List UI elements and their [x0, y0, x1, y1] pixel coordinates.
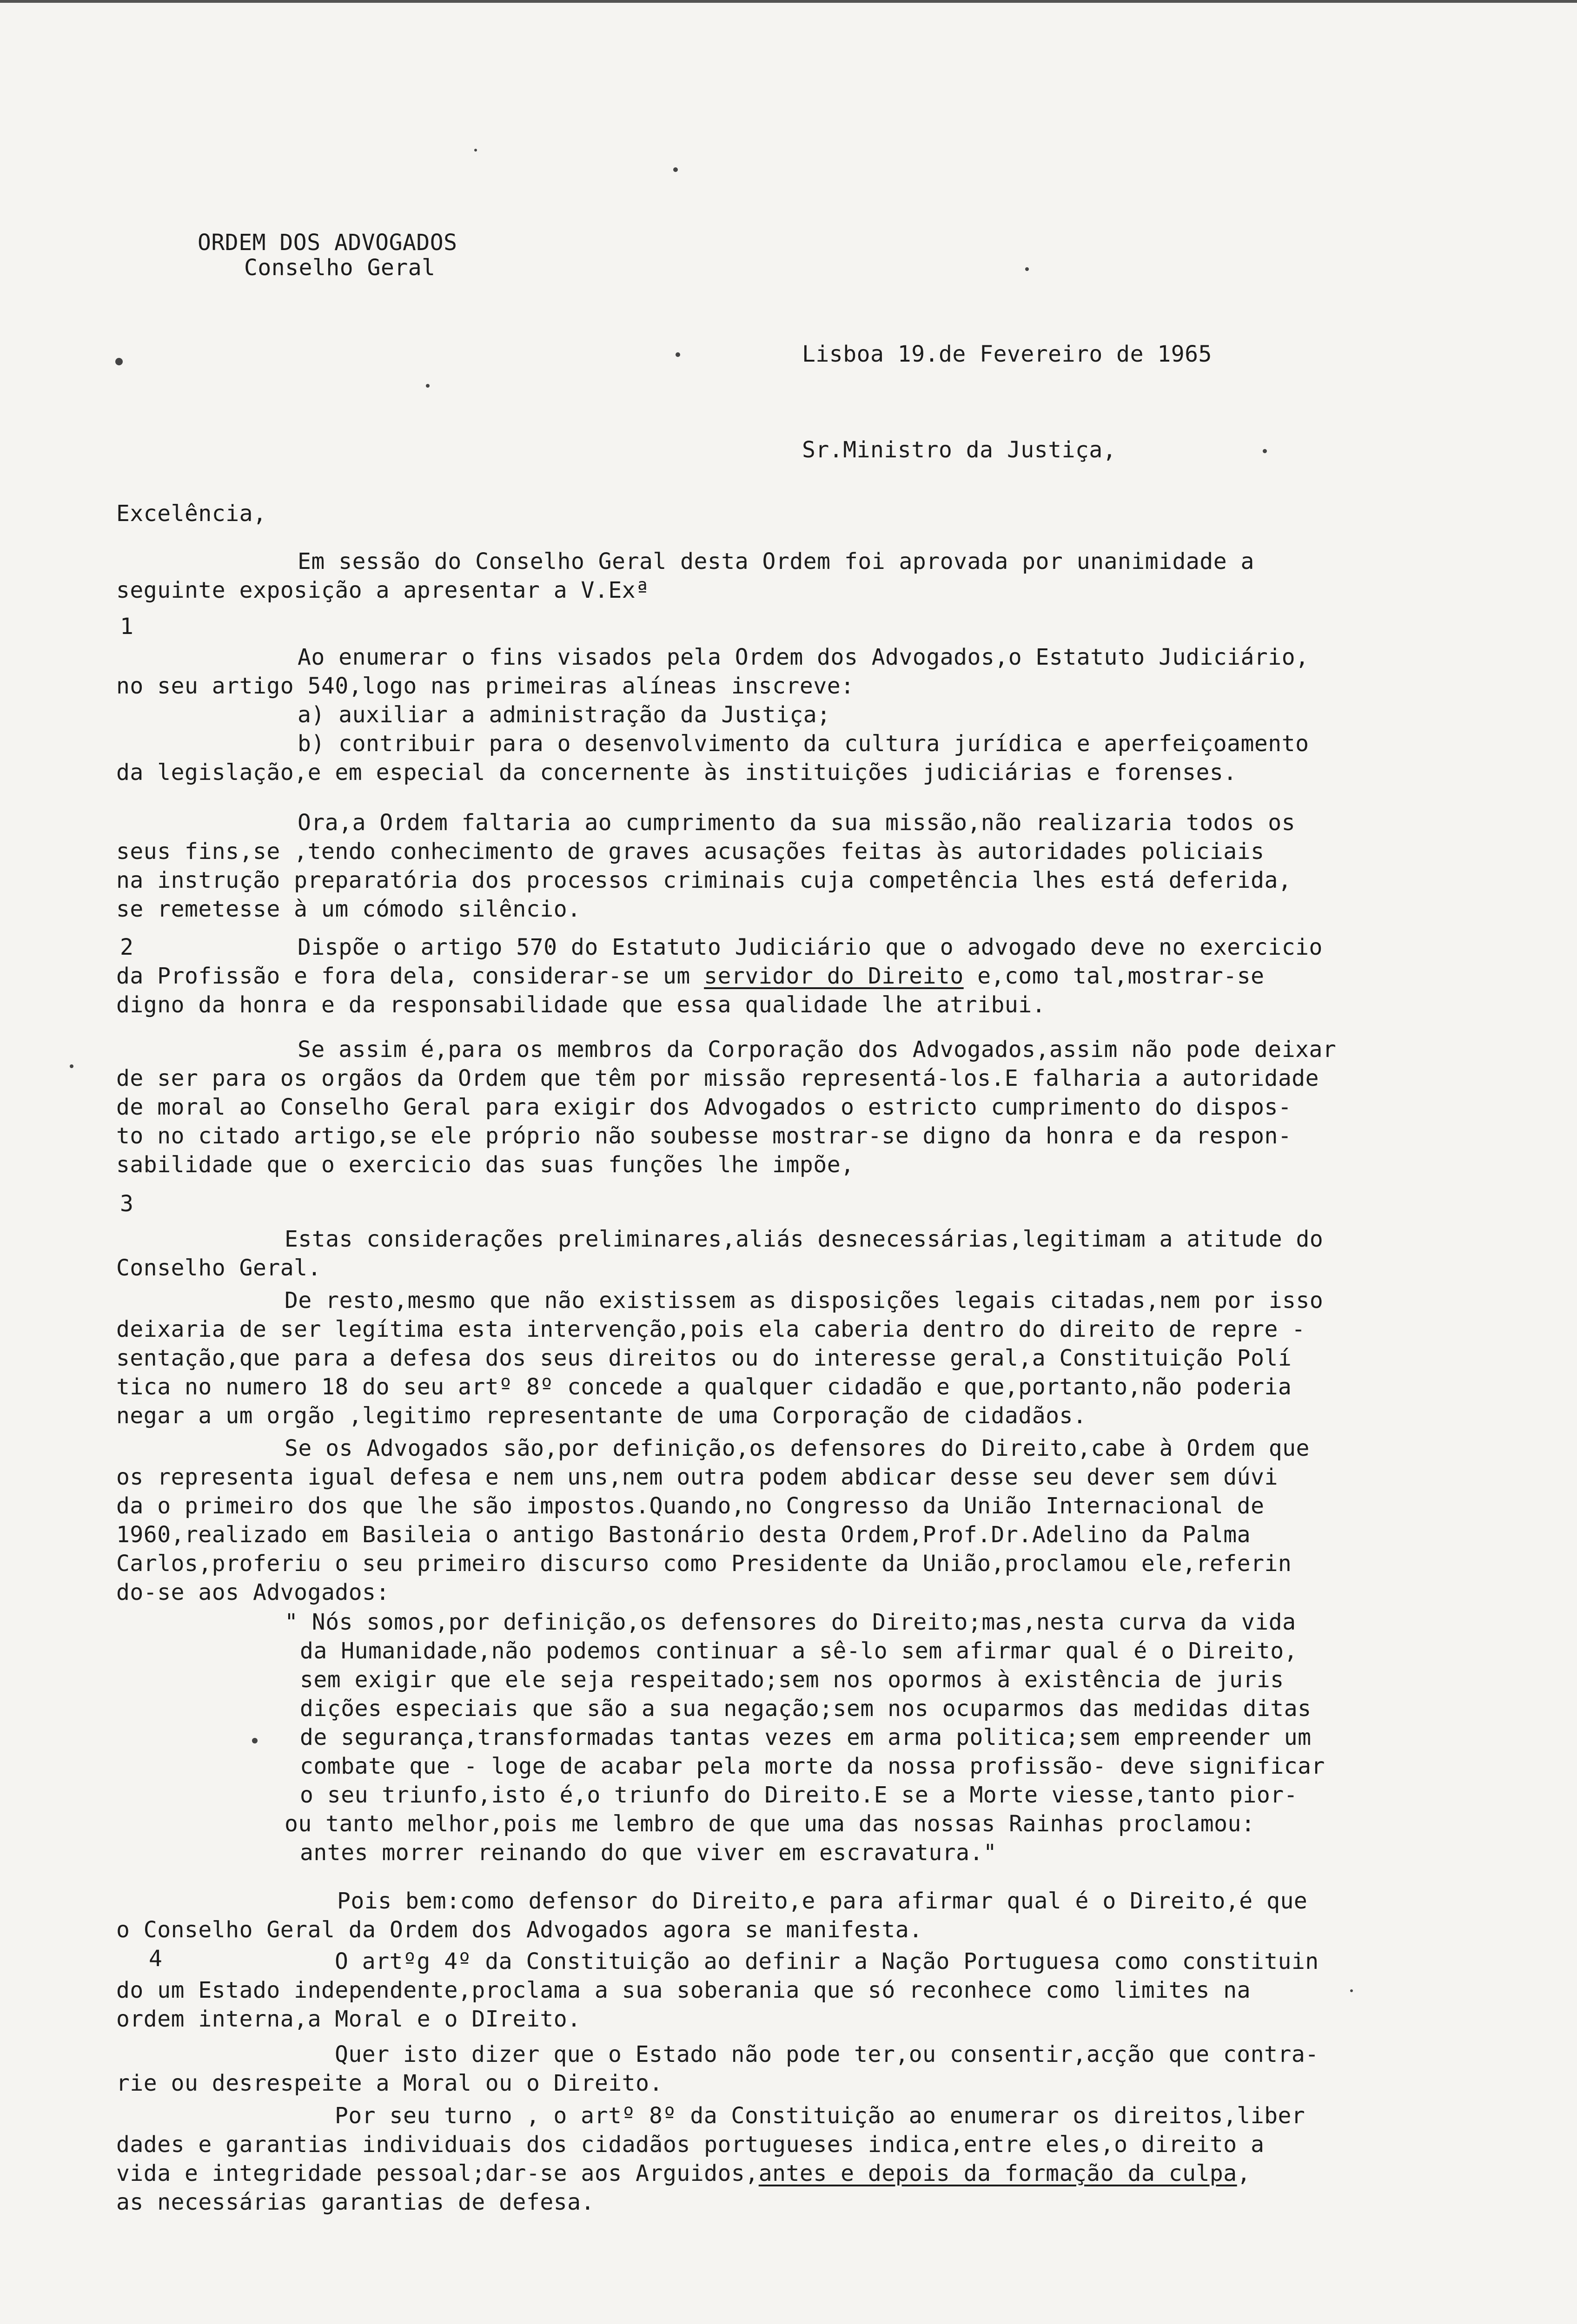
paragraph-line: sabilidade que o exercicio das suas funções lhe impõe, — [116, 1152, 855, 1178]
paragraph-line: tica no numero 18 do seu artº 8º concede a qualquer cidadão e que,portanto,não poderia — [116, 1374, 1292, 1400]
scan-speck — [1350, 1989, 1353, 1992]
place-date: Lisboa 19.de Fevereiro de 1965 — [802, 341, 1212, 367]
paragraph-line: os representa igual defesa e nem uns,nem outra podem abdicar desse seu dever sem dúvi — [116, 1464, 1278, 1490]
section-number: 3 — [120, 1191, 134, 1217]
text-run: da Profissão e fora dela, considerar-se um — [116, 963, 704, 989]
underlined-text: servidor do Direito — [704, 963, 964, 989]
paragraph-line: seus fins,se ,tendo conhecimento de graves acusações feitas às autoridades policiais — [116, 838, 1265, 865]
paragraph-line: 1960,realizado em Basileia o antigo Bastonário desta Ordem,Prof.Dr.Adelino da Palma — [116, 1522, 1251, 1548]
paragraph-line: dades e garantias individuais dos cidadãos portugueses indica,entre eles,o direito a — [116, 2132, 1265, 2158]
paragraph-line: na instrução preparatória dos processos criminais cuja competência lhes está deferida, — [116, 867, 1292, 893]
paragraph-line: Carlos,proferiu o seu primeiro discurso como Presidente da União,proclamou ele,referin — [116, 1551, 1292, 1577]
paragraph-line: da legislação,e em especial da concernente às instituições judiciárias e forenses. — [116, 759, 1237, 786]
scan-edge-top — [0, 0, 1577, 3]
scan-speck — [676, 352, 680, 357]
paragraph-line: Quer isto dizer que o Estado não pode ter,ou consentir,acção que contra- — [335, 2041, 1319, 2067]
paragraph-line — [116, 2159, 1251, 2187]
paragraph-line: Conselho Geral. — [116, 1255, 321, 1281]
quote-line: sem exigir que ele seja respeitado;sem nos opormos à existência de juris — [300, 1667, 1284, 1693]
paragraph-line: Dispõe o artigo 570 do Estatuto Judiciário que o advogado deve no exercicio — [298, 934, 1323, 960]
salutation: Excelência, — [116, 501, 267, 527]
paragraph-line: ordem interna,a Moral e o DIreito. — [116, 2006, 581, 2032]
recipient: Sr.Ministro da Justiça, — [802, 437, 1117, 463]
scan-speck — [474, 149, 477, 152]
section-number: 2 — [120, 934, 134, 960]
list-item: a) auxiliar a administração da Justiça; — [298, 702, 831, 728]
scan-speck — [1263, 449, 1267, 453]
paragraph-line: negar a um orgão ,legitimo representante de uma Corporação de cidadãos. — [116, 1403, 1087, 1429]
quote-line: ou tanto melhor,pois me lembro de que uma das nossas Rainhas proclamou: — [285, 1811, 1255, 1837]
paragraph-line: de moral ao Conselho Geral para exigir dos Advogados o estricto cumprimento do dispos- — [116, 1094, 1292, 1120]
paragraph-line: De resto,mesmo que não existissem as disposições legais citadas,nem por isso — [285, 1287, 1324, 1314]
scan-speck — [252, 1738, 258, 1743]
paragraph-line: se remetesse à um cómodo silêncio. — [116, 896, 581, 922]
paragraph-line: do-se aos Advogados: — [116, 1579, 390, 1605]
quote-line: dições especiais que são a sua negação;sem nos ocuparmos das medidas ditas — [300, 1696, 1312, 1722]
paragraph-line: no seu artigo 540,logo nas primeiras alíneas inscreve: — [116, 673, 855, 699]
quote-line: o seu triunfo,isto é,o triunfo do Direito.E se a Morte viesse,tanto pior- — [300, 1782, 1298, 1808]
underlined-text: antes e depois da formação da culpa — [758, 2160, 1237, 2186]
paragraph-line: de ser para os orgãos da Ordem que têm por missão representá-los.E falharia a autoridade — [116, 1065, 1319, 1091]
paragraph-line: rie ou desrespeite a Moral ou o Direito. — [116, 2070, 663, 2096]
paragraph-line: sentação,que para a defesa dos seus direitos ou do interesse geral,a Constituição Polí — [116, 1345, 1292, 1371]
paragraph-line: Se assim é,para os membros da Corporação dos Advogados,assim não pode deixar — [298, 1037, 1337, 1063]
list-item: b) contribuir para o desenvolvimento da cultura jurídica e aperfeiçoamento — [298, 731, 1309, 757]
scan-speck — [673, 167, 678, 172]
paragraph-line: digno da honra e da responsabilidade que essa qualidade lhe atribui. — [116, 992, 1046, 1018]
quote-line: " Nós somos,por definição,os defensores do Direito;mas,nesta curva da vida — [285, 1609, 1296, 1635]
paragraph-line: Pois bem:como defensor do Direito,e para afirmar qual é o Direito,é que — [337, 1888, 1308, 1914]
paragraph-line: Por seu turno , o artº 8º da Constituição ao enumerar os direitos,liber — [335, 2103, 1305, 2129]
paragraph-line: Ora,a Ordem faltaria ao cumprimento da sua missão,não realizaria todos os — [298, 810, 1296, 836]
paragraph-line — [116, 962, 1264, 990]
text-run: , — [1237, 2160, 1251, 2186]
paragraph-line: Se os Advogados são,por definição,os defensores do Direito,cabe à Ordem que — [285, 1435, 1310, 1461]
paragraph-line: deixaria de ser legítima esta intervenção,pois ela caberia dentro do direito de repre - — [116, 1316, 1305, 1342]
text-run: e,como tal,mostrar-se — [963, 963, 1265, 989]
paragraph-line: do um Estado independente,proclama a sua soberania que só reconhece como limites na — [116, 1977, 1251, 2003]
quote-line: combate que - loge de acabar pela morte da nossa profissão- deve significar — [300, 1753, 1325, 1779]
paragraph-line: Estas considerações preliminares,aliás desnecessárias,legitimam a atitude do — [285, 1226, 1324, 1252]
quote-line: da Humanidade,não podemos continuar a sê-lo sem afirmar qual é o Direito, — [300, 1638, 1298, 1664]
org-council: Conselho Geral — [244, 255, 436, 281]
org-name: ORDEM DOS ADVOGADOS — [198, 230, 457, 256]
scan-speck — [426, 384, 430, 388]
section-number: 1 — [120, 614, 134, 640]
scan-speck — [115, 358, 123, 365]
scan-speck — [70, 1064, 73, 1068]
text-run: vida e integridade pessoal;dar-se aos Arguidos, — [116, 2160, 759, 2186]
paragraph-line: o Conselho Geral da Ordem dos Advogados agora se manifesta. — [116, 1917, 923, 1943]
section-number: 4 — [149, 1946, 163, 1972]
intro-line: seguinte exposição a apresentar a V.Exª — [116, 577, 649, 603]
paragraph-line: O artºg 4º da Constituição ao definir a Nação Portuguesa como constituin — [335, 1948, 1319, 1974]
paragraph-line: as necessárias garantias de defesa. — [116, 2189, 595, 2215]
paragraph-line: Ao enumerar o fins visados pela Ordem dos Advogados,o Estatuto Judiciário, — [298, 644, 1309, 670]
paragraph-line: to no citado artigo,se ele próprio não soubesse mostrar-se digno da honra e da respon- — [116, 1123, 1292, 1149]
paragraph-line: da o primeiro dos que lhe são impostos.Quando,no Congresso da União Internacional de — [116, 1493, 1265, 1519]
quote-line: de segurança,transformadas tantas vezes em arma politica;sem empreender um — [300, 1724, 1312, 1750]
intro-line: Em sessão do Conselho Geral desta Ordem foi aprovada por unanimidade a — [298, 548, 1254, 574]
scan-speck — [1025, 267, 1029, 271]
quote-line: antes morrer reinando do que viver em escravatura." — [300, 1840, 997, 1866]
